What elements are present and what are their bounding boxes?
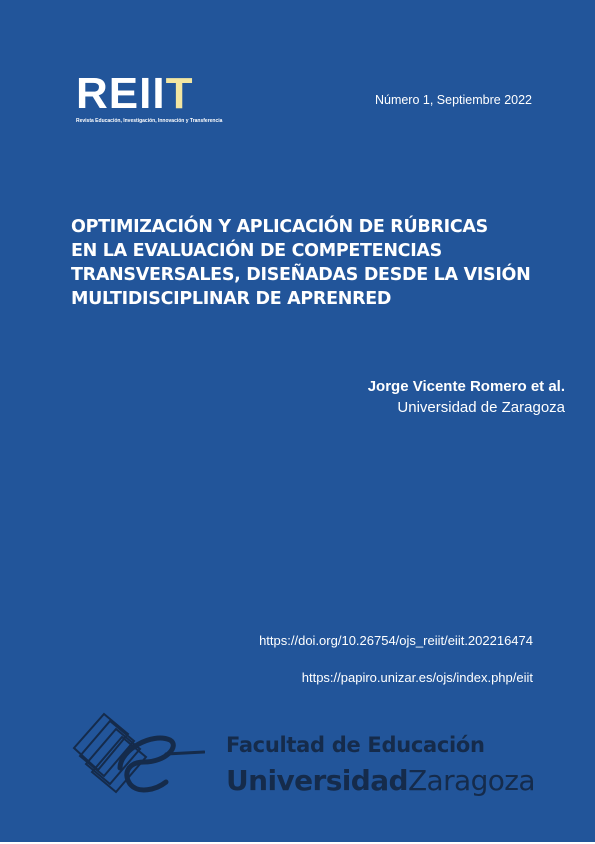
- author-institution: Universidad de Zaragoza: [397, 399, 565, 416]
- faculty-emblem-icon: [70, 706, 205, 801]
- title-line: OPTIMIZACIÓN Y APLICACIÓN DE RÚBRICAS: [71, 217, 488, 237]
- university-name-bold: Universidad: [226, 764, 408, 797]
- logo-subtitle: Revista Educación, Investigación, Innovación y Transferencia: [76, 118, 223, 124]
- logo-wordmark: [76, 69, 222, 118]
- author-names: Jorge Vicente Romero et al.: [367, 378, 565, 395]
- faculty-name: Facultad de Educación: [226, 733, 485, 757]
- journal-url-link[interactable]: https://papiro.unizar.es/ojs/index.php/eiit: [301, 670, 533, 685]
- logo-accent-letter: T: [165, 69, 194, 118]
- journal-logo: [76, 69, 223, 124]
- university-name: [226, 764, 535, 797]
- article-title: [71, 215, 541, 311]
- title-line: TRANSVERSALES, DISEÑADAS DESDE LA VISIÓN: [71, 265, 531, 285]
- author-block: [368, 377, 565, 418]
- title-line: EN LA EVALUACIÓN DE COMPETENCIAS: [71, 241, 442, 261]
- doi-link[interactable]: https://doi.org/10.26754/ojs_reiit/eiit.202216474: [259, 633, 533, 648]
- issue-label: Número 1, Septiembre 2022: [374, 93, 532, 107]
- title-line: MULTIDISCIPLINAR DE APRENRED: [71, 289, 392, 309]
- university-name-regular: Zaragoza: [407, 764, 535, 797]
- logo-main-letters: REII: [76, 69, 166, 118]
